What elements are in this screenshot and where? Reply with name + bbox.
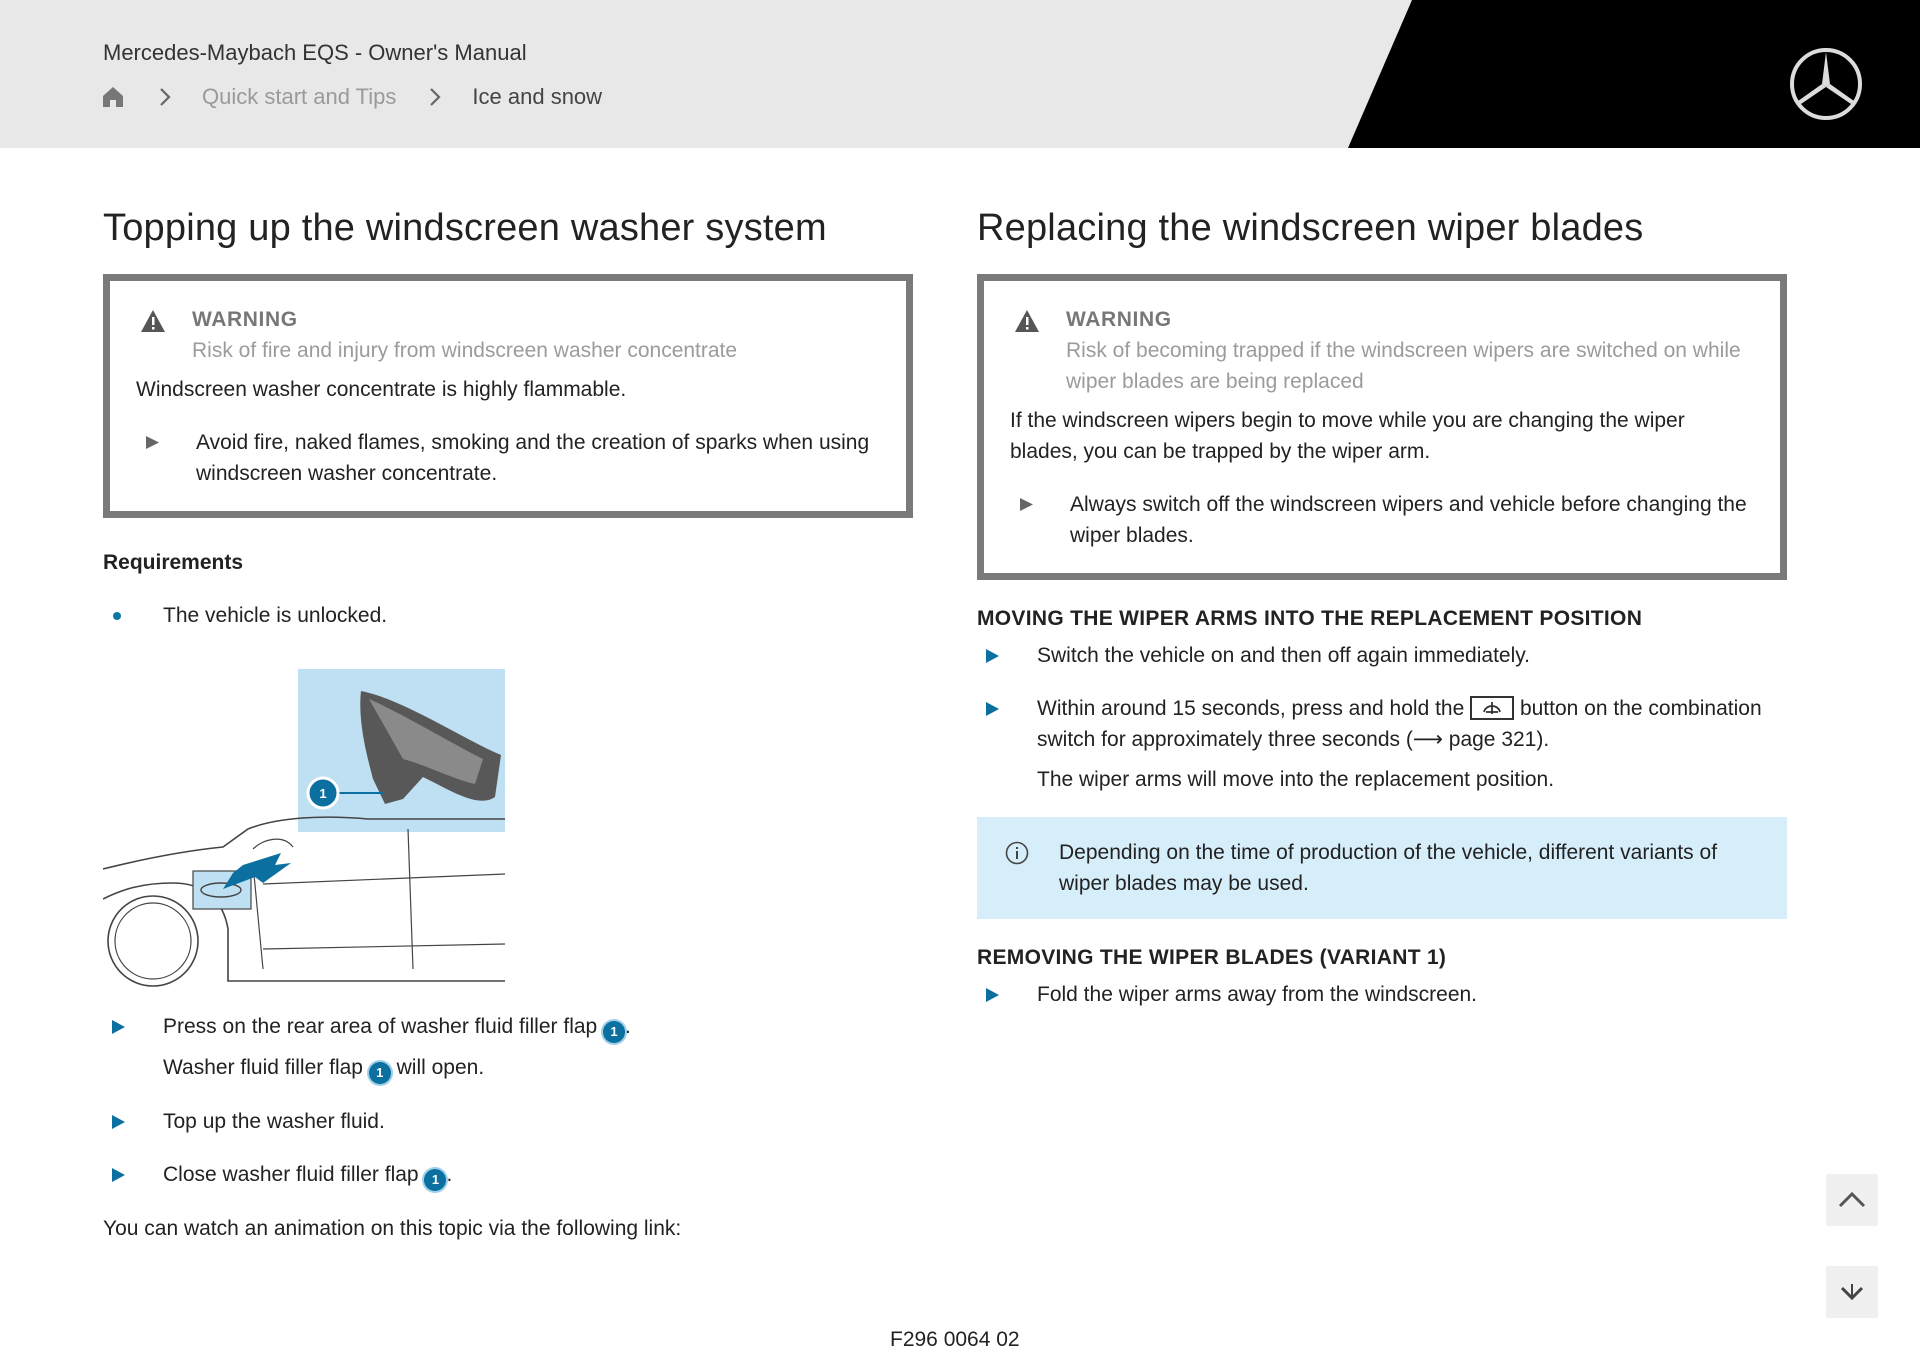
scroll-down-icon	[1826, 1266, 1878, 1318]
callout-badge: 1	[369, 1062, 391, 1084]
step-text-end: .	[625, 1015, 631, 1038]
washer-step-2	[103, 1106, 913, 1137]
warning-step	[1010, 489, 1754, 551]
washer-step-3	[103, 1159, 913, 1191]
mercedes-star-logo[interactable]	[1788, 46, 1864, 122]
warning-body: Windscreen washer concentrate is highly flammable.	[136, 378, 627, 401]
chevron-right-icon	[158, 86, 172, 108]
step-result: The wiper arms will move into the replacement position.	[1037, 768, 1555, 791]
washer-flap-illustration	[103, 669, 523, 989]
warning-step	[136, 427, 880, 489]
step-triangle-icon	[146, 436, 159, 449]
step-text: Close washer fluid filler flap	[163, 1163, 425, 1186]
step-result-end: will open.	[390, 1056, 485, 1079]
warning-label: WARNING	[1066, 308, 1172, 331]
left-column	[103, 200, 913, 1244]
right-column	[977, 200, 1787, 1010]
header-black-panel	[0, 0, 1920, 148]
step-triangle-icon	[1020, 498, 1033, 511]
bullet-dot-icon	[113, 612, 121, 620]
warning-header	[1010, 305, 1754, 397]
step-triangle-icon	[986, 649, 999, 663]
warning-box-washer	[103, 274, 913, 518]
warning-header	[136, 305, 880, 366]
step-triangle-icon	[112, 1020, 125, 1034]
figure-callout: 1	[319, 786, 327, 801]
step-triangle-icon	[986, 702, 999, 716]
callout-badge: 1	[603, 1021, 625, 1043]
breadcrumb-ice-and-snow: Ice and snow	[472, 84, 603, 109]
step-text: Top up the washer fluid.	[163, 1110, 385, 1133]
warning-triangle-icon	[1014, 309, 1040, 333]
requirements-title: Requirements	[103, 551, 244, 574]
requirement-text: The vehicle is unlocked.	[163, 604, 388, 627]
home-icon[interactable]	[100, 84, 126, 110]
wiper-step-1	[977, 640, 1787, 671]
page-ref-link[interactable]: page 321).	[1442, 728, 1550, 751]
step-triangle-icon	[112, 1168, 125, 1182]
scroll-up-button[interactable]	[1826, 1174, 1878, 1226]
wiper-remove-step-1	[977, 979, 1787, 1010]
scroll-down-button[interactable]	[1826, 1266, 1878, 1318]
info-icon	[1005, 841, 1029, 865]
section-title-wiper: Replacing the windscreen wiper blades	[977, 207, 1644, 249]
heading-removing-blades: REMOVING THE WIPER BLADES (VARIANT 1)	[977, 946, 1447, 969]
breadcrumb	[100, 82, 602, 112]
info-text: Depending on the time of production of the vehicle, different variants of wiper blades may be used.	[1059, 841, 1718, 895]
warning-step-text: Always switch off the windscreen wipers and vehicle before changing the wiper blades.	[1070, 493, 1747, 547]
section-title-washer: Topping up the windscreen washer system	[103, 207, 827, 249]
breadcrumb-quick-start[interactable]: Quick start and Tips	[202, 84, 397, 109]
step-triangle-icon	[986, 988, 999, 1002]
info-box	[977, 817, 1787, 919]
step-text-end: .	[446, 1163, 453, 1186]
warning-body: If the windscreen wipers begin to move while you are changing the wiper blades, you can be trapped by the wiper arm.	[1010, 409, 1685, 463]
page-ref-arrow: ⟶	[1412, 728, 1443, 751]
warning-triangle-icon	[140, 309, 166, 333]
wiper-button-icon	[1470, 696, 1514, 720]
step-text: Within around 15 seconds, press and hold the	[1037, 697, 1471, 720]
car-illustration	[103, 669, 523, 989]
warning-label: WARNING	[192, 308, 298, 331]
warning-step-text: Avoid fire, naked flames, smoking and the creation of sparks when using windscreen washer concentrate.	[196, 431, 870, 485]
document-title: Mercedes-Maybach EQS - Owner's Manual	[103, 40, 527, 65]
scroll-up-icon	[1826, 1174, 1878, 1226]
washer-step-1	[103, 1011, 913, 1084]
step-text: Press on the rear area of washer fluid filler flap	[163, 1015, 604, 1038]
step-text: Fold the wiper arms away from the windscreen.	[1037, 983, 1478, 1006]
animation-link-text: You can watch an animation on this topic via the following link:	[103, 1217, 682, 1240]
warning-subtitle: Risk of becoming trapped if the windscreen wipers are switched on while wiper blades are being replaced	[1066, 339, 1741, 393]
requirement-item	[103, 600, 913, 631]
heading-replacement-position: MOVING THE WIPER ARMS INTO THE REPLACEMENT POSITION	[977, 607, 1643, 630]
warning-box-wiper	[977, 274, 1787, 580]
callout-badge: 1	[424, 1169, 446, 1191]
step-text: button on the combination switch for approximately three seconds (	[1037, 697, 1762, 751]
step-text: Switch the vehicle on and then off again immediately.	[1037, 644, 1531, 667]
step-triangle-icon	[112, 1115, 125, 1129]
wiper-step-2	[977, 693, 1787, 795]
figure-code: F296 0064 02	[890, 1328, 1020, 1351]
step-result: Washer fluid filler flap	[163, 1056, 369, 1079]
chevron-right-icon	[428, 86, 442, 108]
warning-subtitle: Risk of fire and injury from windscreen washer concentrate	[192, 339, 738, 362]
